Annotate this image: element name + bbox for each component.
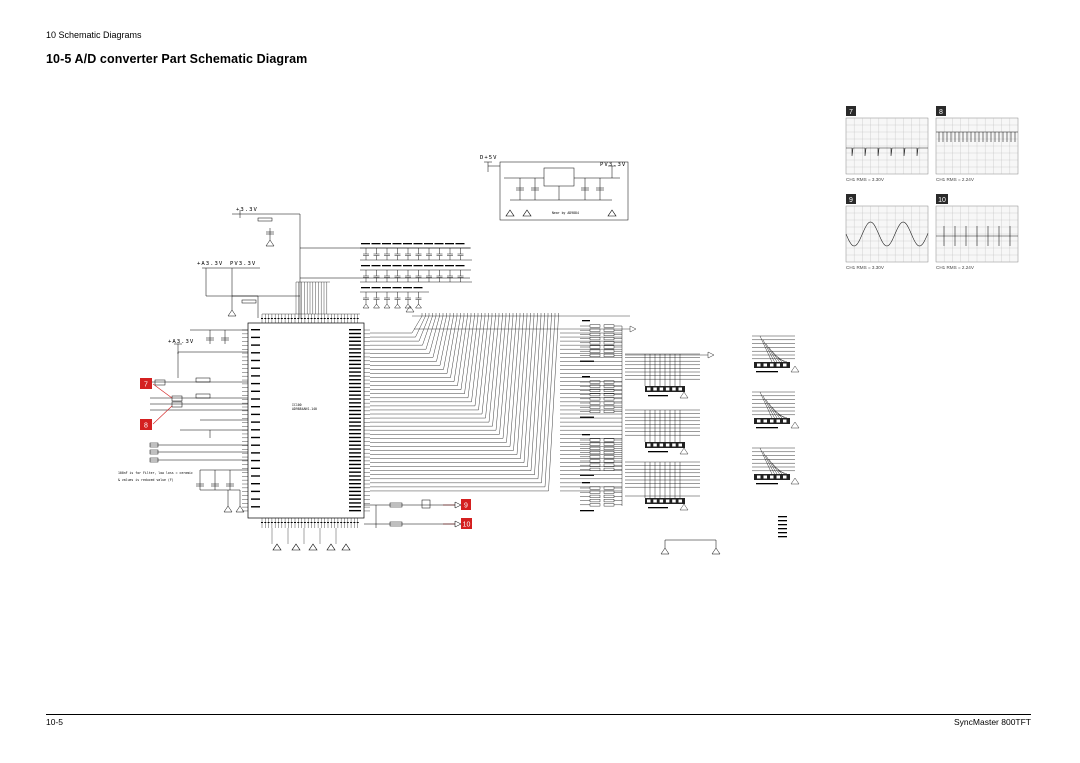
waveform-panel-marker: 7 — [849, 108, 853, 116]
section-header: 10 Schematic Diagrams — [46, 30, 142, 40]
rail-label: PV3.3V — [600, 162, 627, 168]
rail-label: +A3.3V — [197, 261, 224, 267]
svg-text:7: 7 — [144, 381, 148, 389]
waveform-marker-9 — [461, 499, 471, 510]
clock-output-section — [364, 500, 461, 528]
decoupling-cap-banks — [360, 243, 472, 312]
ic-reference: IC100 — [292, 403, 302, 407]
waveform-marker-7 — [140, 378, 152, 389]
waveform-panel-marker: 8 — [939, 108, 943, 116]
ic-part-number: AD9884AKS-140 — [292, 407, 317, 411]
waveform-caption: CH1 RMS = 3.30V — [846, 177, 884, 182]
waveform-panel-7 — [846, 106, 928, 182]
design-note: 100nF is for Filter, low loss = ceramic — [118, 471, 193, 475]
svg-text:9: 9 — [464, 502, 468, 510]
waveform-panel-marker: 9 — [849, 196, 853, 204]
waveform-panel-marker: 10 — [938, 196, 946, 204]
data-bus-fanout — [370, 313, 636, 491]
waveform-panel-8 — [936, 106, 1018, 182]
resistor-array-stack — [580, 320, 622, 511]
regulator-note: Near by AD9884 — [552, 211, 579, 215]
right-connectors — [752, 336, 799, 537]
page-title: 10-5 A/D converter Part Schematic Diagram — [46, 52, 308, 66]
footer-rule — [46, 714, 1031, 715]
waveform-marker-8 — [140, 419, 152, 430]
page-number: 10-5 — [46, 717, 64, 727]
waveform-marker-10 — [461, 518, 472, 529]
middle-connectors — [625, 352, 714, 510]
analog-input-section — [150, 330, 250, 512]
rail-label: D+5V — [480, 155, 498, 161]
rail-label: PV3.3V — [230, 261, 257, 267]
svg-text:8: 8 — [144, 422, 148, 430]
rail-label: +A3.3V — [168, 339, 195, 345]
waveform-panels — [846, 106, 1018, 270]
waveform-caption: CH1 RMS = 2.24V — [936, 177, 974, 182]
waveform-caption: CH1 RMS = 2.24V — [936, 265, 974, 270]
svg-text:10: 10 — [462, 521, 471, 529]
output-bus — [661, 540, 720, 554]
adc-ic — [248, 323, 364, 518]
rail-label: +3.3V — [236, 207, 258, 213]
waveform-panel-10 — [936, 194, 1018, 270]
waveform-panel-9 — [846, 194, 928, 270]
ic-bottom-grounds — [273, 544, 350, 550]
design-note: & values is reduced value (F) — [118, 478, 174, 482]
waveform-caption: CH1 RMS = 3.30V — [846, 265, 884, 270]
model-name: SyncMaster 800TFT — [954, 717, 1031, 727]
